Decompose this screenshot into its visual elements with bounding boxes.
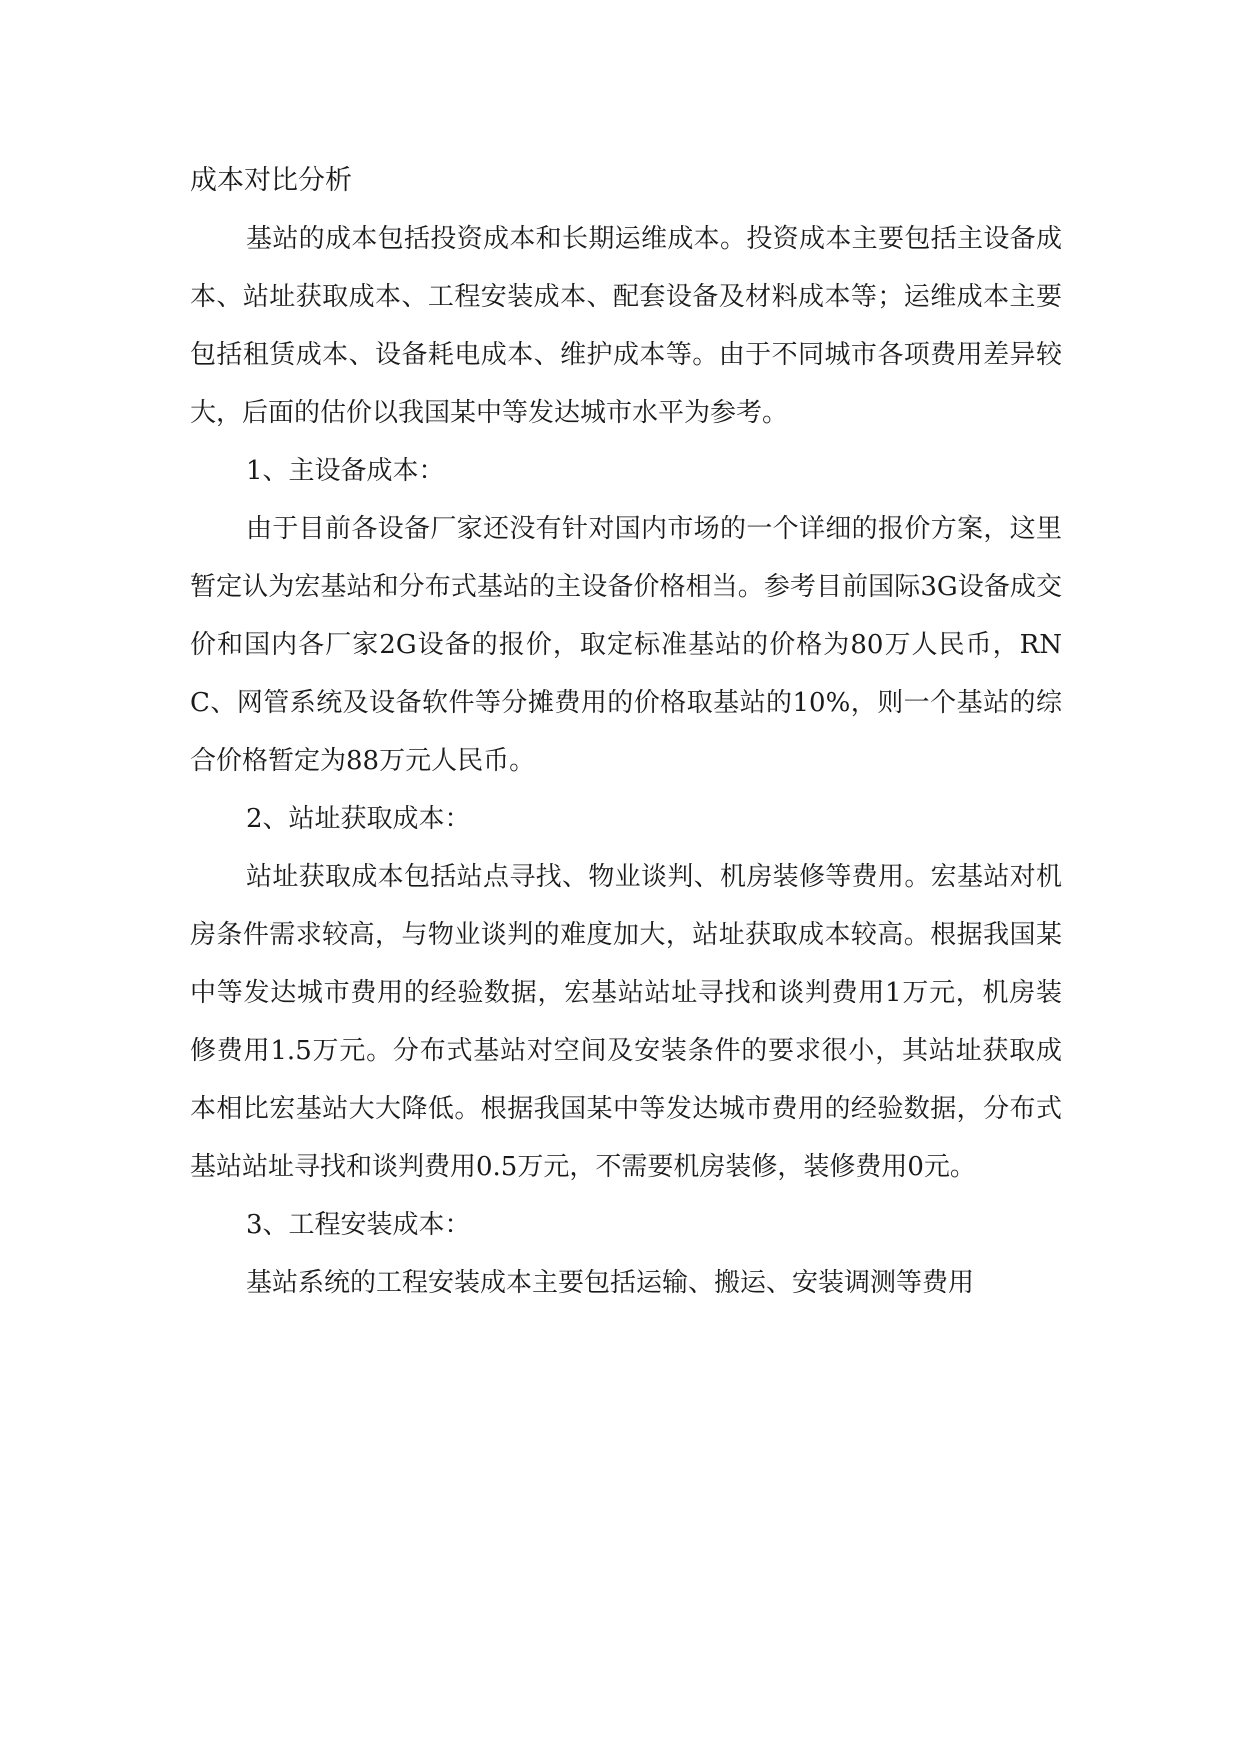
section-heading-equipment-cost: 1、主设备成本： (246, 456, 445, 486)
site-acquisition-paragraph: 站址获取成本包括站点寻找、物业谈判、机房装修等费用。宏基站对机房条件需求较高，与物业谈判的难度加大，站址获取成本较高。根据我国某中等发达城市费用的经验数据，宏基站站址寻找和谈判费用1万元，机房装修费用1.5万元。分布式基站对空间及安装条件的要求很小，其站址获取成本相比宏基站大大降低。根据我国某中等发达城市费用的经验数据，分布式基站站址寻找和谈判费用0.5万元，不需要机房装修，装修费用0元。 (190, 862, 1062, 1182)
equipment-cost-paragraph: 由于目前各设备厂家还没有针对国内市场的一个详细的报价方案，这里暂定认为宏基站和分布式基站的主设备价格相当。参考目前国际3G设备成交价和国内各厂家2G设备的报价，取定标准基站的价格为80万人民币，RNC、网管系统及设备软件等分摊费用的价格取基站的10%，则一个基站的综合价格暂定为88万元人民币。 (190, 514, 1062, 776)
installation-cost-paragraph: 基站系统的工程安装成本主要包括运输、搬运、安装调测等费用 (246, 1268, 975, 1298)
section-heading-site-acquisition-cost: 2、站址获取成本： (246, 804, 471, 834)
document-body (190, 152, 1062, 1312)
document-title: 成本对比分析 (190, 165, 352, 196)
intro-paragraph: 基站的成本包括投资成本和长期运维成本。投资成本主要包括主设备成本、站址获取成本、工程安装成本、配套设备及材料成本等；运维成本主要包括租赁成本、设备耗电成本、维护成本等。由于不同城市各项费用差异较大，后面的估价以我国某中等发达城市水平为参考。 (190, 224, 1062, 428)
section-heading-installation-cost: 3、工程安装成本： (246, 1210, 471, 1240)
